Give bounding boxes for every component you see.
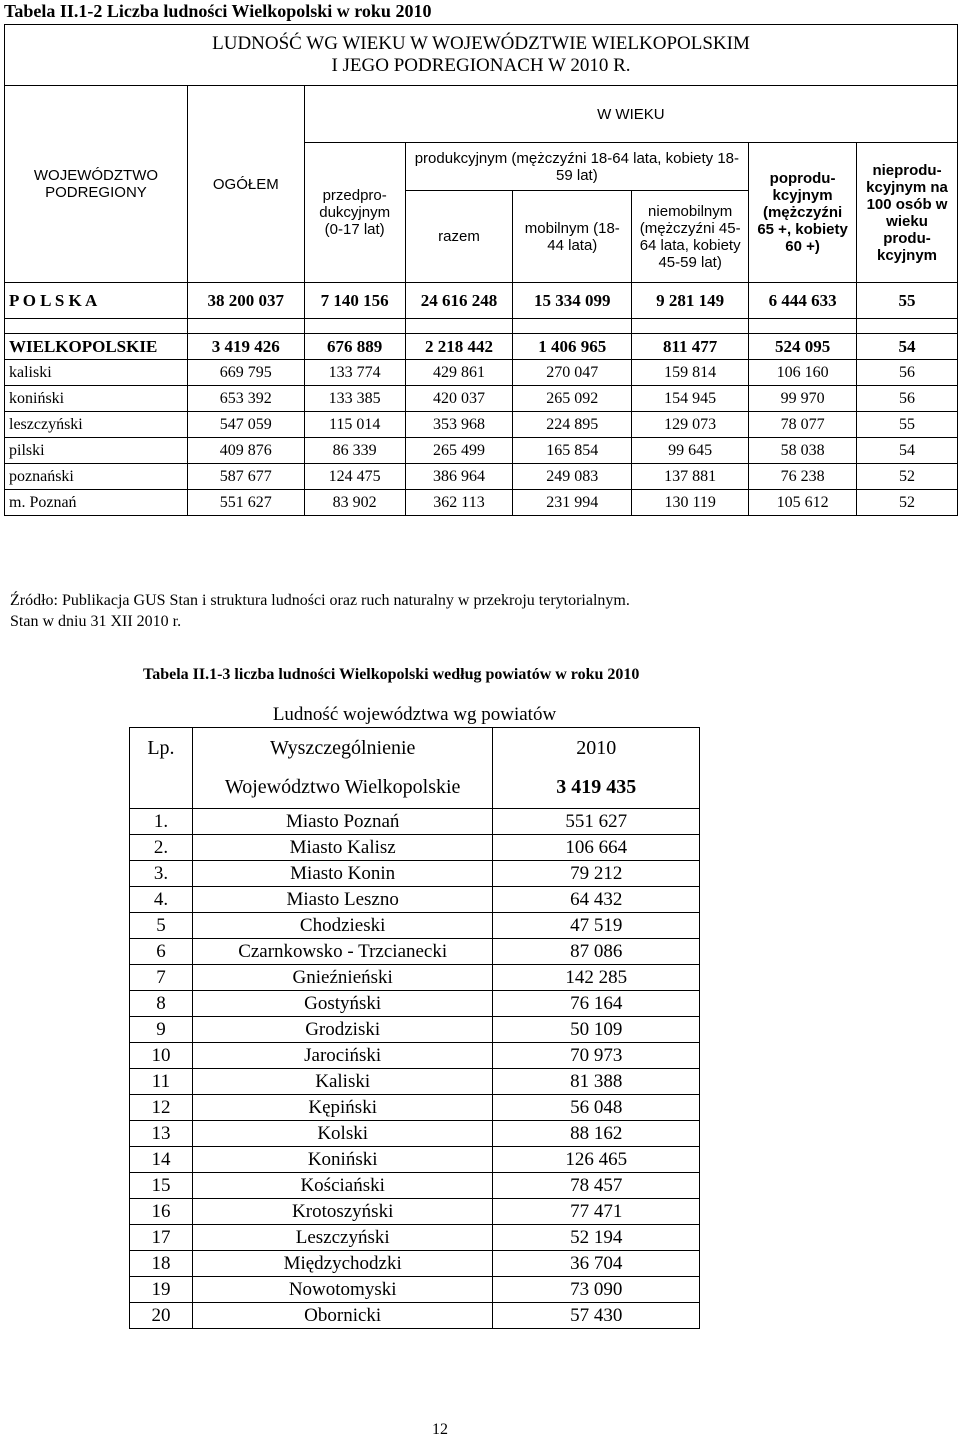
cell-lp: 4. bbox=[130, 887, 193, 913]
cell-region: leszczyński bbox=[5, 412, 188, 438]
total-value: 3 419 435 bbox=[493, 769, 700, 809]
table-row bbox=[130, 1121, 700, 1147]
header-lp: Lp. bbox=[130, 728, 193, 770]
cell-name: Chodzieski bbox=[192, 913, 493, 939]
row-polska bbox=[5, 283, 958, 319]
total-name: Województwo Wielkopolskie bbox=[192, 769, 493, 809]
cell-niemobilnym: 9 281 149 bbox=[632, 283, 749, 319]
table-row bbox=[130, 1277, 700, 1303]
cell-name: Miasto Leszno bbox=[192, 887, 493, 913]
cell-value: 78 457 bbox=[493, 1173, 700, 1199]
cell-name: Kaliski bbox=[192, 1069, 493, 1095]
table-row bbox=[130, 861, 700, 887]
cell-lp: 16 bbox=[130, 1199, 193, 1225]
cell-przedprod: 7 140 156 bbox=[304, 283, 405, 319]
cell-poprod: 6 444 633 bbox=[749, 283, 857, 319]
cell-name: Gostyński bbox=[192, 991, 493, 1017]
cell-niemobilnym: 811 477 bbox=[632, 334, 749, 360]
table-row bbox=[5, 386, 958, 412]
cell-lp: 17 bbox=[130, 1225, 193, 1251]
table2-caption: Tabela II.1-3 liczba ludności Wielkopolski według powiatów w roku 2010 bbox=[143, 666, 640, 683]
cell-value: 142 285 bbox=[493, 965, 700, 991]
cell-value: 126 465 bbox=[493, 1147, 700, 1173]
cell-value: 88 162 bbox=[493, 1121, 700, 1147]
table-row bbox=[130, 1069, 700, 1095]
cell-lp: 19 bbox=[130, 1277, 193, 1303]
cell-total: 409 876 bbox=[187, 438, 304, 464]
cell-razem: 24 616 248 bbox=[405, 283, 513, 319]
cell-lp: 6 bbox=[130, 939, 193, 965]
cell-value: 551 627 bbox=[493, 809, 700, 835]
table-row bbox=[130, 939, 700, 965]
table-row bbox=[130, 1251, 700, 1277]
cell-value: 47 519 bbox=[493, 913, 700, 939]
cell-name: Koniński bbox=[192, 1147, 493, 1173]
header-year: 2010 bbox=[493, 728, 700, 770]
header-mobilnym: mobilnym (18-44 lata) bbox=[513, 191, 632, 283]
table1-caption: Tabela II.1-2 Liczba ludności Wielkopolski w roku 2010 bbox=[4, 1, 432, 21]
cell-mobilnym: 165 854 bbox=[513, 438, 632, 464]
header-produkcyjnym: produkcyjnym (mężczyźni 18-64 lata, kobiety 18-59 lat) bbox=[405, 143, 748, 191]
header-przedprodukcyjnym: przedpro-dukcyjnym (0-17 lat) bbox=[304, 143, 405, 283]
cell-name: Miasto Kalisz bbox=[192, 835, 493, 861]
header-region: WOJEWÓDZTWO PODREGIONY bbox=[5, 86, 188, 283]
cell-przedprod: 124 475 bbox=[304, 464, 405, 490]
cell-value: 76 164 bbox=[493, 991, 700, 1017]
cell-lp: 11 bbox=[130, 1069, 193, 1095]
cell-lp: 15 bbox=[130, 1173, 193, 1199]
cell-value: 57 430 bbox=[493, 1303, 700, 1329]
total-lp-empty bbox=[130, 769, 193, 809]
cell-region: kaliski bbox=[5, 360, 188, 386]
cell-name: Nowotomyski bbox=[192, 1277, 493, 1303]
cell-mobilnym: 231 994 bbox=[513, 490, 632, 516]
header-razem: razem bbox=[405, 191, 513, 283]
cell-lp: 12 bbox=[130, 1095, 193, 1121]
cell-total: 38 200 037 bbox=[187, 283, 304, 319]
cell-lp: 9 bbox=[130, 1017, 193, 1043]
cell-nieprod: 54 bbox=[857, 438, 958, 464]
table-row bbox=[130, 965, 700, 991]
cell-lp: 1. bbox=[130, 809, 193, 835]
cell-przedprod: 676 889 bbox=[304, 334, 405, 360]
cell-region: P O L S K A bbox=[5, 283, 188, 319]
cell-poprod: 99 970 bbox=[749, 386, 857, 412]
table1-title-line2: I JEGO PODREGIONACH W 2010 R. bbox=[331, 55, 631, 76]
cell-lp: 10 bbox=[130, 1043, 193, 1069]
population-by-age-table bbox=[4, 24, 958, 516]
cell-name: Kępiński bbox=[192, 1095, 493, 1121]
cell-lp: 18 bbox=[130, 1251, 193, 1277]
header-poprodukcyjnym: poprodu-kcyjnym (mężczyźni 65 +, kobiety 60 +) bbox=[749, 143, 857, 283]
cell-mobilnym: 15 334 099 bbox=[513, 283, 632, 319]
header-name: Wyszczególnienie bbox=[192, 728, 493, 770]
table-row bbox=[130, 887, 700, 913]
cell-name: Czarnkowsko - Trzcianecki bbox=[192, 939, 493, 965]
table-row bbox=[130, 1303, 700, 1329]
cell-razem: 265 499 bbox=[405, 438, 513, 464]
cell-value: 56 048 bbox=[493, 1095, 700, 1121]
cell-lp: 3. bbox=[130, 861, 193, 887]
row-wielkopolskie bbox=[5, 334, 958, 360]
cell-total: 551 627 bbox=[187, 490, 304, 516]
cell-nieprod: 56 bbox=[857, 360, 958, 386]
cell-lp: 20 bbox=[130, 1303, 193, 1329]
page-number: 12 bbox=[432, 1421, 448, 1438]
spacer-row bbox=[5, 319, 958, 334]
table-row bbox=[130, 1225, 700, 1251]
cell-razem: 429 861 bbox=[405, 360, 513, 386]
cell-razem: 362 113 bbox=[405, 490, 513, 516]
cell-value: 77 471 bbox=[493, 1199, 700, 1225]
cell-mobilnym: 265 092 bbox=[513, 386, 632, 412]
cell-name: Kolski bbox=[192, 1121, 493, 1147]
cell-nieprod: 56 bbox=[857, 386, 958, 412]
cell-niemobilnym: 154 945 bbox=[632, 386, 749, 412]
table-row bbox=[5, 360, 958, 386]
cell-poprod: 78 077 bbox=[749, 412, 857, 438]
cell-przedprod: 115 014 bbox=[304, 412, 405, 438]
cell-value: 81 388 bbox=[493, 1069, 700, 1095]
cell-mobilnym: 270 047 bbox=[513, 360, 632, 386]
cell-lp: 14 bbox=[130, 1147, 193, 1173]
cell-region: WIELKOPOLSKIE bbox=[5, 334, 188, 360]
table-row bbox=[5, 464, 958, 490]
cell-region: m. Poznań bbox=[5, 490, 188, 516]
cell-przedprod: 86 339 bbox=[304, 438, 405, 464]
cell-przedprod: 83 902 bbox=[304, 490, 405, 516]
cell-mobilnym: 1 406 965 bbox=[513, 334, 632, 360]
cell-nieprod: 55 bbox=[857, 412, 958, 438]
cell-name: Gnieźnieński bbox=[192, 965, 493, 991]
table-row bbox=[5, 412, 958, 438]
table-row bbox=[5, 438, 958, 464]
cell-niemobilnym: 137 881 bbox=[632, 464, 749, 490]
header-nieprodukcyjnym: nieprodu-kcyjnym na 100 osób w wieku produ-kcyjnym bbox=[857, 143, 958, 283]
cell-value: 36 704 bbox=[493, 1251, 700, 1277]
cell-razem: 420 037 bbox=[405, 386, 513, 412]
cell-poprod: 76 238 bbox=[749, 464, 857, 490]
table-row bbox=[130, 1147, 700, 1173]
cell-total: 3 419 426 bbox=[187, 334, 304, 360]
cell-name: Miasto Konin bbox=[192, 861, 493, 887]
cell-total: 587 677 bbox=[187, 464, 304, 490]
cell-poprod: 524 095 bbox=[749, 334, 857, 360]
cell-mobilnym: 224 895 bbox=[513, 412, 632, 438]
cell-name: Miasto Poznań bbox=[192, 809, 493, 835]
cell-razem: 2 218 442 bbox=[405, 334, 513, 360]
cell-niemobilnym: 99 645 bbox=[632, 438, 749, 464]
table-row bbox=[5, 490, 958, 516]
table-row bbox=[130, 1043, 700, 1069]
cell-value: 50 109 bbox=[493, 1017, 700, 1043]
table-row bbox=[130, 1017, 700, 1043]
cell-value: 106 664 bbox=[493, 835, 700, 861]
table-row bbox=[130, 1173, 700, 1199]
cell-nieprod: 55 bbox=[857, 283, 958, 319]
source-line2: Stan w dniu 31 XII 2010 r. bbox=[10, 613, 182, 630]
cell-name: Obornicki bbox=[192, 1303, 493, 1329]
cell-region: koniński bbox=[5, 386, 188, 412]
table-row bbox=[130, 835, 700, 861]
cell-value: 79 212 bbox=[493, 861, 700, 887]
table1-title bbox=[5, 25, 958, 86]
cell-name: Jarociński bbox=[192, 1043, 493, 1069]
cell-lp: 7 bbox=[130, 965, 193, 991]
cell-niemobilnym: 130 119 bbox=[632, 490, 749, 516]
header-w-wieku: W WIEKU bbox=[304, 86, 957, 143]
cell-total: 669 795 bbox=[187, 360, 304, 386]
cell-total: 547 059 bbox=[187, 412, 304, 438]
table2-title: Ludność województwa wg powiatów bbox=[130, 690, 700, 728]
cell-razem: 353 968 bbox=[405, 412, 513, 438]
cell-lp: 5 bbox=[130, 913, 193, 939]
cell-name: Międzychodzki bbox=[192, 1251, 493, 1277]
cell-name: Grodziski bbox=[192, 1017, 493, 1043]
table-row bbox=[130, 913, 700, 939]
source-line1: Źródło: Publikacja GUS Stan i struktura ludności oraz ruch naturalny w przekroju terytorialnym. bbox=[10, 592, 630, 609]
cell-value: 52 194 bbox=[493, 1225, 700, 1251]
header-niemobilnym: niemobilnym (mężczyźni 45-64 lata, kobiety 45-59 lat) bbox=[632, 191, 749, 283]
cell-lp: 8 bbox=[130, 991, 193, 1017]
table-row bbox=[130, 991, 700, 1017]
cell-value: 70 973 bbox=[493, 1043, 700, 1069]
cell-niemobilnym: 159 814 bbox=[632, 360, 749, 386]
cell-name: Leszczyński bbox=[192, 1225, 493, 1251]
cell-poprod: 106 160 bbox=[749, 360, 857, 386]
table-row bbox=[130, 809, 700, 835]
cell-poprod: 58 038 bbox=[749, 438, 857, 464]
cell-razem: 386 964 bbox=[405, 464, 513, 490]
cell-przedprod: 133 385 bbox=[304, 386, 405, 412]
cell-name: Kościański bbox=[192, 1173, 493, 1199]
population-by-county-table bbox=[129, 690, 700, 1329]
table-row bbox=[130, 1199, 700, 1225]
header-total: OGÓŁEM bbox=[187, 86, 304, 283]
cell-poprod: 105 612 bbox=[749, 490, 857, 516]
cell-nieprod: 54 bbox=[857, 334, 958, 360]
table1-title-line1: LUDNOŚĆ WG WIEKU W WOJEWÓDZTWIE WIELKOPOLSKIM bbox=[212, 33, 750, 54]
cell-niemobilnym: 129 073 bbox=[632, 412, 749, 438]
table-row bbox=[130, 1095, 700, 1121]
cell-lp: 2. bbox=[130, 835, 193, 861]
cell-value: 64 432 bbox=[493, 887, 700, 913]
cell-nieprod: 52 bbox=[857, 464, 958, 490]
cell-lp: 13 bbox=[130, 1121, 193, 1147]
cell-przedprod: 133 774 bbox=[304, 360, 405, 386]
cell-name: Krotoszyński bbox=[192, 1199, 493, 1225]
cell-total: 653 392 bbox=[187, 386, 304, 412]
cell-value: 73 090 bbox=[493, 1277, 700, 1303]
cell-region: poznański bbox=[5, 464, 188, 490]
cell-nieprod: 52 bbox=[857, 490, 958, 516]
cell-region: pilski bbox=[5, 438, 188, 464]
cell-mobilnym: 249 083 bbox=[513, 464, 632, 490]
cell-value: 87 086 bbox=[493, 939, 700, 965]
source-note bbox=[10, 590, 630, 632]
